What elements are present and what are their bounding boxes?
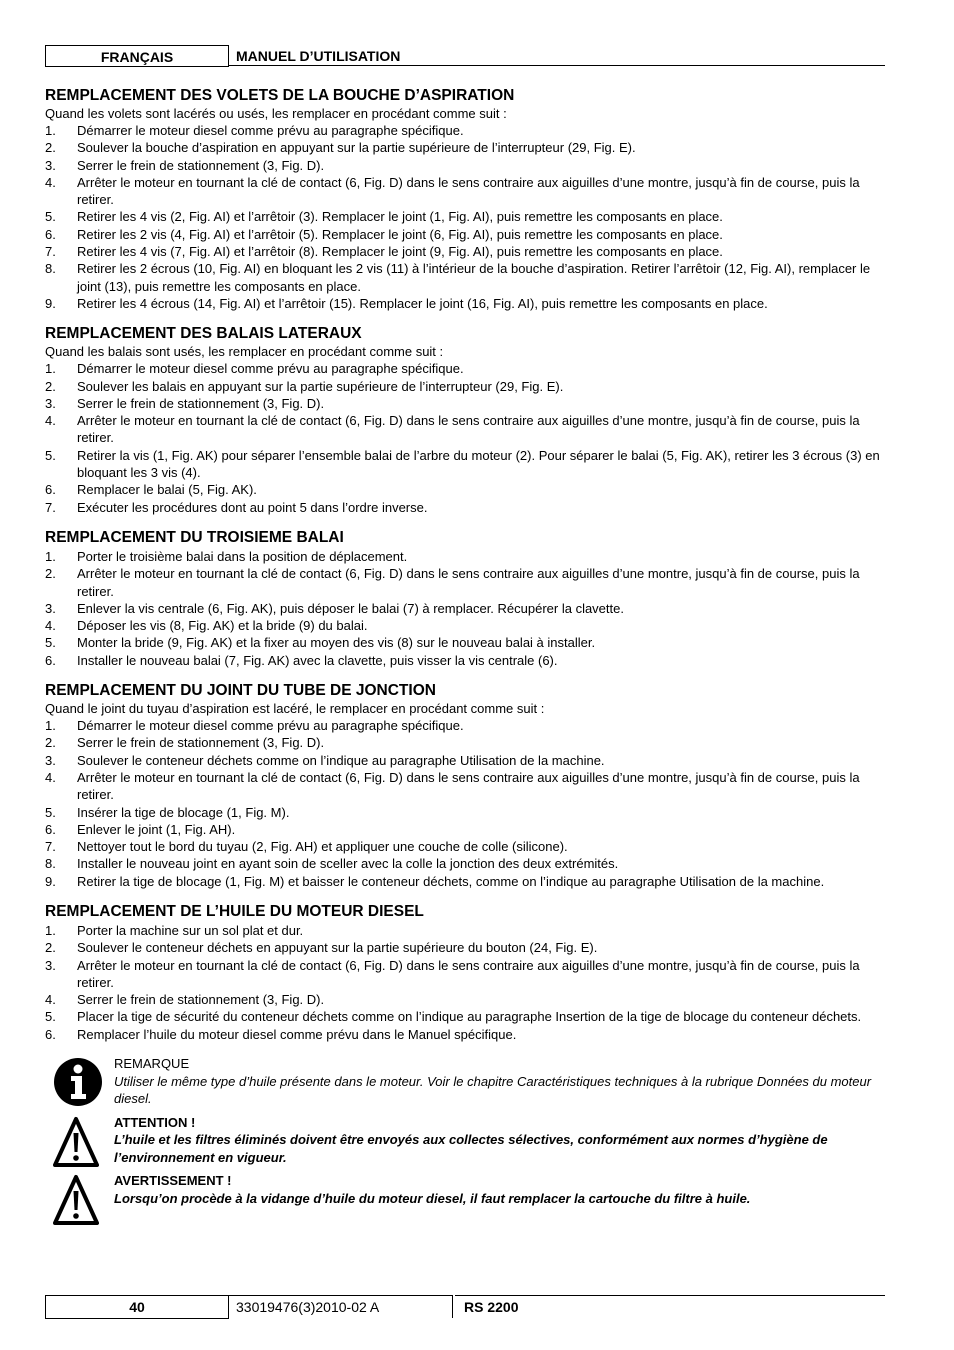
step-number: 5. [45,1009,56,1025]
page-footer [45,1295,885,1319]
doc-code: 33019476(3)2010-02 A [229,1295,453,1318]
step-text: Retirer les 2 écrous (10, Fig. AI) en bloquant les 2 vis (11) à l’intérieur de la bouche d’aspiration. Retirer l’arrêtoir (12, Fig. AI), remplacer le joint (13), puis remettre les composants en place. [77,261,871,294]
note-text: Lorsqu’on procède à la vidange d’huile du moteur diesel, il faut remplacer la cartouche du filtre à huile. [114,1190,751,1206]
step-text: Serrer le frein de stationnement (3, Fig. D). [77,395,325,411]
note-remark [45,1055,885,1108]
step-number: 5. [45,804,56,820]
step-item [45,752,885,769]
page-header [45,45,885,67]
step-item [45,957,885,992]
step-text: Installer le nouveau balai (7, Fig. AK) avec la clavette, puis visser la vis centrale (6). [77,652,558,668]
step-text: Monter la bride (9, Fig. AK) et la fixer au moyen des vis (8) sur le nouveau balai à installer. [77,635,596,651]
step-item [45,821,885,838]
step-list [45,360,885,516]
step-number: 1. [45,548,56,564]
step-number: 1. [45,361,56,377]
step-number: 2. [45,735,56,751]
section-intro: Quand le joint du tuyau d’aspiration est lacéré, le remplacer en procédant comme suit : [45,701,545,717]
section-title: REMPLACEMENT DES BALAIS LATERAUX [45,325,362,343]
step-number: 1. [45,922,56,938]
step-text: Retirer la tige de blocage (1, Fig. M) et baisser le conteneur déchets, comme on l’indique au paragraphe Utilisation de la machine. [77,873,825,889]
step-item [45,174,885,209]
step-item [45,855,885,872]
page-number: 40 [45,1295,229,1319]
step-number: 3. [45,157,56,173]
step-text: Exécuter les procédures dont au point 5 dans l’ordre inverse. [77,499,428,515]
step-number: 7. [45,244,56,260]
step-text: Déposer les vis (8, Fig. AK) et la bride (9) du balai. [77,618,368,634]
step-number: 5. [45,447,56,463]
sections [45,86,885,1043]
note-text: L’huile et les filtres éliminés doivent être envoyés aux collectes sélectives, conformément aux normes d’hygiène de l’environnement en vigueur. [114,1132,828,1165]
note-attention [45,1114,885,1167]
step-item [45,565,885,600]
step-number: 3. [45,395,56,411]
step-text: Insérer la tige de blocage (1, Fig. M). [77,804,290,820]
step-text: Arrêter le moteur en tournant la clé de contact (6, Fig. D) dans le sens contraire aux aiguilles d’une montre, jusqu’à fin de course, puis la retirer. [77,957,860,990]
step-number: 4. [45,992,56,1008]
step-number: 1. [45,123,56,138]
step-text: Serrer le frein de stationnement (3, Fig. D). [77,157,325,173]
step-text: Soulever les balais en appuyant sur la partie supérieure de l’interrupteur (29, Fig. E). [77,378,564,394]
step-item [45,122,885,139]
note-warning [45,1172,885,1222]
section [45,324,885,516]
step-item [45,922,885,939]
step-number: 2. [45,940,56,956]
section [45,902,885,1043]
section-title: REMPLACEMENT DU JOINT DU TUBE DE JONCTION [45,682,436,700]
section-title: REMPLACEMENT DU TROISIEME BALAI [45,528,344,546]
step-item [45,991,885,1008]
note-title: ATTENTION ! [114,1114,196,1130]
warning-icon [53,1116,99,1168]
step-text: Arrêter le moteur en tournant la clé de contact (6, Fig. D) dans le sens contraire aux aiguilles d’une montre, jusqu’à fin de course, puis la retirer. [77,769,860,803]
step-item [45,412,885,447]
note-title: AVERTISSEMENT ! [114,1173,232,1189]
step-item [45,208,885,225]
step-number: 4. [45,413,56,429]
page-content [45,86,885,1228]
step-number: 3. [45,957,56,973]
step-item [45,378,885,395]
step-text: Retirer la vis (1, Fig. AK) pour séparer l’ensemble balai de l’arbre du moteur (2). Pour séparer le balai (5, Fig. AK), retirer les 3 écrous (3) en bloquant les 3 vis (4). [77,447,880,481]
step-list [45,922,885,1043]
warning-icon [53,1174,99,1226]
step-text: Arrêter le moteur en tournant la clé de contact (6, Fig. D) dans le sens contraire aux aiguilles d’une montre, jusqu’à fin de course, puis la retirer. [77,174,860,208]
step-item [45,804,885,821]
step-item [45,499,885,516]
section-intro: Quand les volets sont lacérés ou usés, les remplacer en procédant comme suit : [45,106,507,121]
step-item [45,226,885,243]
step-text: Remplacer le balai (5, Fig. AK). [77,482,257,498]
step-item [45,734,885,751]
step-number: 7. [45,499,56,515]
note-title: REMARQUE [114,1056,190,1072]
step-text: Installer le nouveau joint en ayant soin de sceller avec la colle la jonction des deux extrémités. [77,856,619,872]
step-text: Arrêter le moteur en tournant la clé de contact (6, Fig. D) dans le sens contraire aux aiguilles d’une montre, jusqu’à fin de course, puis la retirer. [77,566,860,599]
step-text: Serrer le frein de stationnement (3, Fig. D). [77,992,325,1008]
step-number: 7. [45,839,56,855]
step-number: 6. [45,821,56,837]
step-item [45,769,885,804]
step-number: 9. [45,295,56,311]
step-item [45,260,885,295]
step-item [45,360,885,377]
step-item [45,295,885,312]
step-item [45,634,885,651]
step-item [45,447,885,482]
step-number: 6. [45,652,56,668]
notes [45,1055,885,1222]
step-text: Démarrer le moteur diesel comme prévu au paragraphe spécifique. [77,361,464,377]
section-intro: Quand les balais sont usés, les remplacer en procédant comme suit : [45,344,444,360]
header-language: FRANÇAIS [45,45,229,67]
step-number: 1. [45,718,56,734]
step-text: Retirer les 2 vis (4, Fig. AI) et l’arrêtoir (5). Remplacer le joint (6, Fig. AI), puis remettre les composants en place. [77,226,723,242]
step-number: 8. [45,261,56,277]
step-number: 2. [45,140,56,156]
step-number: 2. [45,378,56,394]
model-name: RS 2200 [455,1295,885,1318]
step-number: 4. [45,769,56,785]
step-item [45,139,885,156]
step-number: 5. [45,635,56,651]
step-item [45,600,885,617]
step-text: Placer la tige de sécurité du conteneur déchets comme on l’indique au paragraphe Insertion de la tige de blocage du conteneur déchets. [77,1009,862,1025]
step-number: 6. [45,226,56,242]
header-title: MANUEL D’UTILISATION [229,45,885,66]
step-item [45,1026,885,1043]
step-item [45,481,885,498]
step-list [45,122,885,312]
note-text: Utiliser le même type d’huile présente dans le moteur. Voir le chapitre Caractéristiques techniques à la rubrique Données du moteur diesel. [114,1073,872,1107]
step-text: Porter la machine sur un sol plat et dur. [77,922,304,938]
section [45,681,885,890]
step-text: Remplacer l’huile du moteur diesel comme prévu dans le Manuel spécifique. [77,1026,517,1042]
step-text: Arrêter le moteur en tournant la clé de contact (6, Fig. D) dans le sens contraire aux aiguilles d’une montre, jusqu’à fin de course, puis la retirer. [77,413,860,446]
step-text: Soulever le conteneur déchets en appuyant sur la partie supérieure du bouton (24, Fig. E). [77,940,598,956]
step-text: Soulever la bouche d’aspiration en appuyant sur la partie supérieure de l’interrupteur (29, Fig. E). [77,140,636,156]
step-number: 4. [45,618,56,634]
step-text: Retirer les 4 écrous (14, Fig. AI) et l’arrêtoir (15). Remplacer le joint (16, Fig. AI), puis remettre les composants en place. [77,295,768,311]
step-number: 5. [45,209,56,225]
step-list [45,717,885,890]
step-item [45,717,885,734]
step-item [45,652,885,669]
step-item [45,617,885,634]
step-text: Retirer les 4 vis (2, Fig. AI) et l’arrêtoir (3). Remplacer le joint (1, Fig. AI), puis remettre les composants en place. [77,209,723,225]
info-icon [53,1057,103,1107]
step-number: 4. [45,174,56,190]
step-number: 3. [45,600,56,616]
step-text: Nettoyer tout le bord du tuyau (2, Fig. AH) et appliquer une couche de colle (silicone). [77,839,568,855]
step-item [45,157,885,174]
step-text: Démarrer le moteur diesel comme prévu au paragraphe spécifique. [77,123,464,138]
step-item [45,1008,885,1025]
section [45,86,885,312]
step-text: Soulever le conteneur déchets comme on l’indique au paragraphe Utilisation de la machine. [77,752,605,768]
step-number: 3. [45,752,56,768]
step-number: 6. [45,1026,56,1042]
step-list [45,548,885,669]
step-item [45,838,885,855]
step-number: 6. [45,482,56,498]
step-number: 9. [45,873,56,889]
step-item [45,939,885,956]
step-text: Enlever la vis centrale (6, Fig. AK), puis déposer le balai (7) à remplacer. Récupérer la clavette. [77,600,624,616]
section-title: REMPLACEMENT DE L’HUILE DU MOTEUR DIESEL [45,902,424,920]
step-text: Enlever le joint (1, Fig. AH). [77,821,236,837]
step-item [45,873,885,890]
section-title: REMPLACEMENT DES VOLETS DE LA BOUCHE D’ASPIRATION [45,87,515,104]
step-item [45,243,885,260]
step-item [45,395,885,412]
step-number: 2. [45,566,56,582]
step-item [45,548,885,565]
step-text: Serrer le frein de stationnement (3, Fig. D). [77,735,325,751]
step-number: 8. [45,856,56,872]
step-text: Retirer les 4 vis (7, Fig. AI) et l’arrêtoir (8). Remplacer le joint (9, Fig. AI), puis remettre les composants en place. [77,244,723,260]
step-text: Porter le troisième balai dans la position de déplacement. [77,548,408,564]
section [45,528,885,669]
step-text: Démarrer le moteur diesel comme prévu au paragraphe spécifique. [77,718,464,734]
